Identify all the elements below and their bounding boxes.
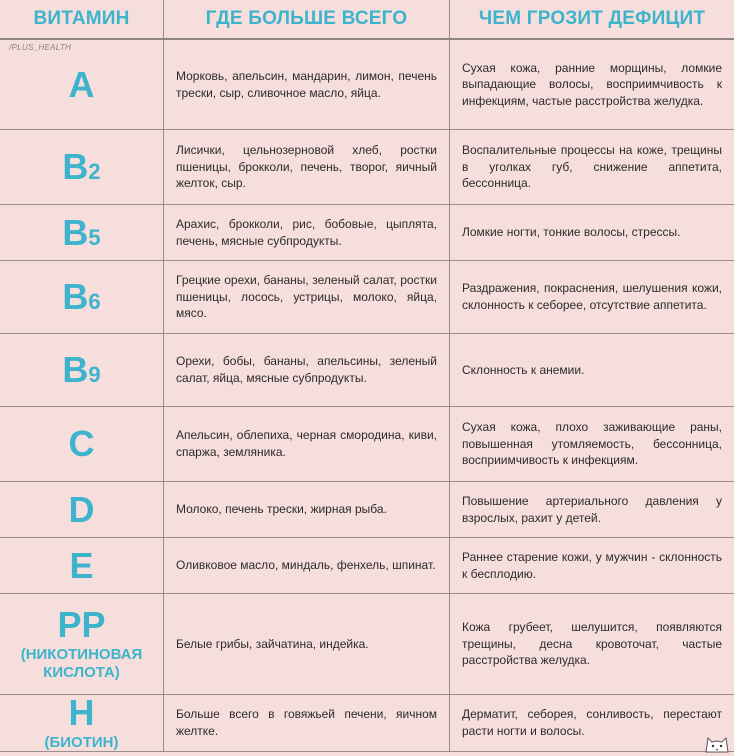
sources-cell [164, 40, 450, 130]
sources-cell [164, 538, 450, 594]
vitamin-letter: A [68, 63, 95, 105]
vitamin-subscript: 9 [88, 362, 101, 387]
watermark: /PLUS_HEALTH [9, 43, 72, 52]
header-vitamin: ВИТАМИН [0, 0, 164, 40]
vitamin-cell [0, 205, 164, 261]
sources-cell [164, 407, 450, 482]
vitamin-cell [0, 594, 164, 695]
sources-text: Лисички, цельнозерновой хлеб, ростки пшеницы, брокколи, печень, творог, яичный желток, сыр. [176, 143, 437, 191]
sources-text: Белые грибы, зайчатина, индейка. [176, 636, 369, 651]
deficit-cell [450, 594, 734, 695]
sources-text: Молоко, печень трески, жирная рыба. [176, 502, 387, 517]
sources-text: Арахис, брокколи, рис, бобовые, цыплята, печень, мясные субпродукты. [176, 216, 437, 248]
sources-text: Морковь, апельсин, мандарин, лимон, печень трески, сыр, сливочное масло, яйца. [176, 68, 437, 100]
vitamin-letter: B [62, 276, 89, 317]
header-sources: ГДЕ БОЛЬШЕ ВСЕГО [164, 0, 450, 40]
vitamin-name [57, 603, 106, 645]
vitamin-cell [0, 407, 164, 482]
sources-text: Больше всего в говяжьей печени, яичном желтке. [176, 707, 437, 738]
vitamin-name [62, 211, 101, 253]
vitamin-letter: H [68, 695, 95, 733]
vitamin-cell [0, 334, 164, 407]
deficit-text: Раздражения, покраснения, шелушения кожи, склонность к себорее, отсутствие аппетита. [462, 281, 722, 312]
deficit-cell [450, 205, 734, 261]
vitamin-letter: B [62, 211, 89, 253]
deficit-text: Кожа грубеет, шелушится, появляются трещины, десна кровоточат, частые расстройства желудка. [462, 620, 722, 668]
deficit-text: Ломкие ногти, тонкие волосы, стрессы. [462, 225, 681, 240]
deficit-text: Воспалительные процессы на коже, трещины в уголках губ, снижение аппетита, бессонница. [462, 143, 722, 191]
deficit-cell [450, 40, 734, 130]
deficit-cell [450, 407, 734, 482]
deficit-text: Сухая кожа, плохо заживающие раны, повышенная утомляемость, бессонница, восприимчивость к инфекциям. [462, 420, 722, 468]
deficit-cell [450, 695, 734, 752]
vitamin-name [68, 423, 95, 464]
deficit-text: Склонность к анемии. [462, 362, 585, 377]
vitamin-name [68, 63, 95, 105]
sources-text: Оливковое масло, миндаль, фенхель, шпинат. [176, 558, 436, 573]
vitamin-name [68, 488, 95, 530]
vitamin-cell [0, 695, 164, 752]
vitamin-name [69, 695, 95, 731]
deficit-text: Сухая кожа, ранние морщины, ломкие выпадающие волосы, восприимчивость к инфекциям, частые расстройства желудка. [462, 60, 722, 108]
header-deficit: ЧЕМ ГРОЗИТ ДЕФИЦИТ [450, 0, 734, 40]
vitamin-cell [0, 40, 164, 130]
deficit-cell [450, 334, 734, 407]
vitamin-subscript: 5 [88, 224, 101, 250]
vitamin-cell [0, 130, 164, 205]
vitamin-letter: D [68, 488, 95, 530]
vitamin-cell [0, 261, 164, 334]
cat-logo-icon [703, 732, 731, 754]
vitamin-name [62, 276, 101, 317]
vitamin-name [62, 349, 101, 390]
vitamin-letter: B [62, 349, 89, 390]
sources-cell [164, 334, 450, 407]
sources-text: Апельсин, облепиха, черная смородина, киви, спаржа, земляника. [176, 428, 437, 459]
vitamin-note: (НИКОТИНОВАЯ КИСЛОТА) [20, 645, 143, 681]
deficit-cell [450, 538, 734, 594]
vitamin-name [62, 146, 101, 187]
sources-cell [164, 130, 450, 205]
deficit-text: Повышение артериального давления у взрослых, рахит у детей. [462, 493, 722, 525]
vitamin-subscript: 2 [88, 159, 101, 184]
vitamin-subscript: 6 [88, 289, 101, 314]
vitamin-letter: B [62, 146, 89, 187]
deficit-cell [450, 130, 734, 205]
sources-cell [164, 482, 450, 538]
sources-cell [164, 205, 450, 261]
vitamin-letter: E [69, 544, 94, 586]
vitamin-name [69, 544, 94, 586]
deficit-text: Дерматит, себорея, сонливость, перестают расти ногти и волосы. [462, 707, 722, 738]
vitamin-cell [0, 482, 164, 538]
deficit-text: Раннее старение кожи, у мужчин - склонность к бесплодию. [462, 549, 722, 581]
vitamin-note: (БИОТИН) [44, 733, 119, 751]
vitamin-letter: C [68, 423, 95, 464]
sources-text: Орехи, бобы, бананы, апельсины, зеленый салат, яйца, мясные субпродукты. [176, 354, 437, 385]
sources-cell [164, 261, 450, 334]
vitamin-cell [0, 538, 164, 594]
deficit-cell [450, 482, 734, 538]
sources-cell [164, 594, 450, 695]
vitamin-letter: PP [57, 603, 106, 645]
sources-cell [164, 695, 450, 752]
deficit-cell [450, 261, 734, 334]
sources-text: Грецкие орехи, бананы, зеленый салат, ростки пшеницы, лосось, устрицы, молоко, яйца, мясо. [176, 273, 437, 321]
